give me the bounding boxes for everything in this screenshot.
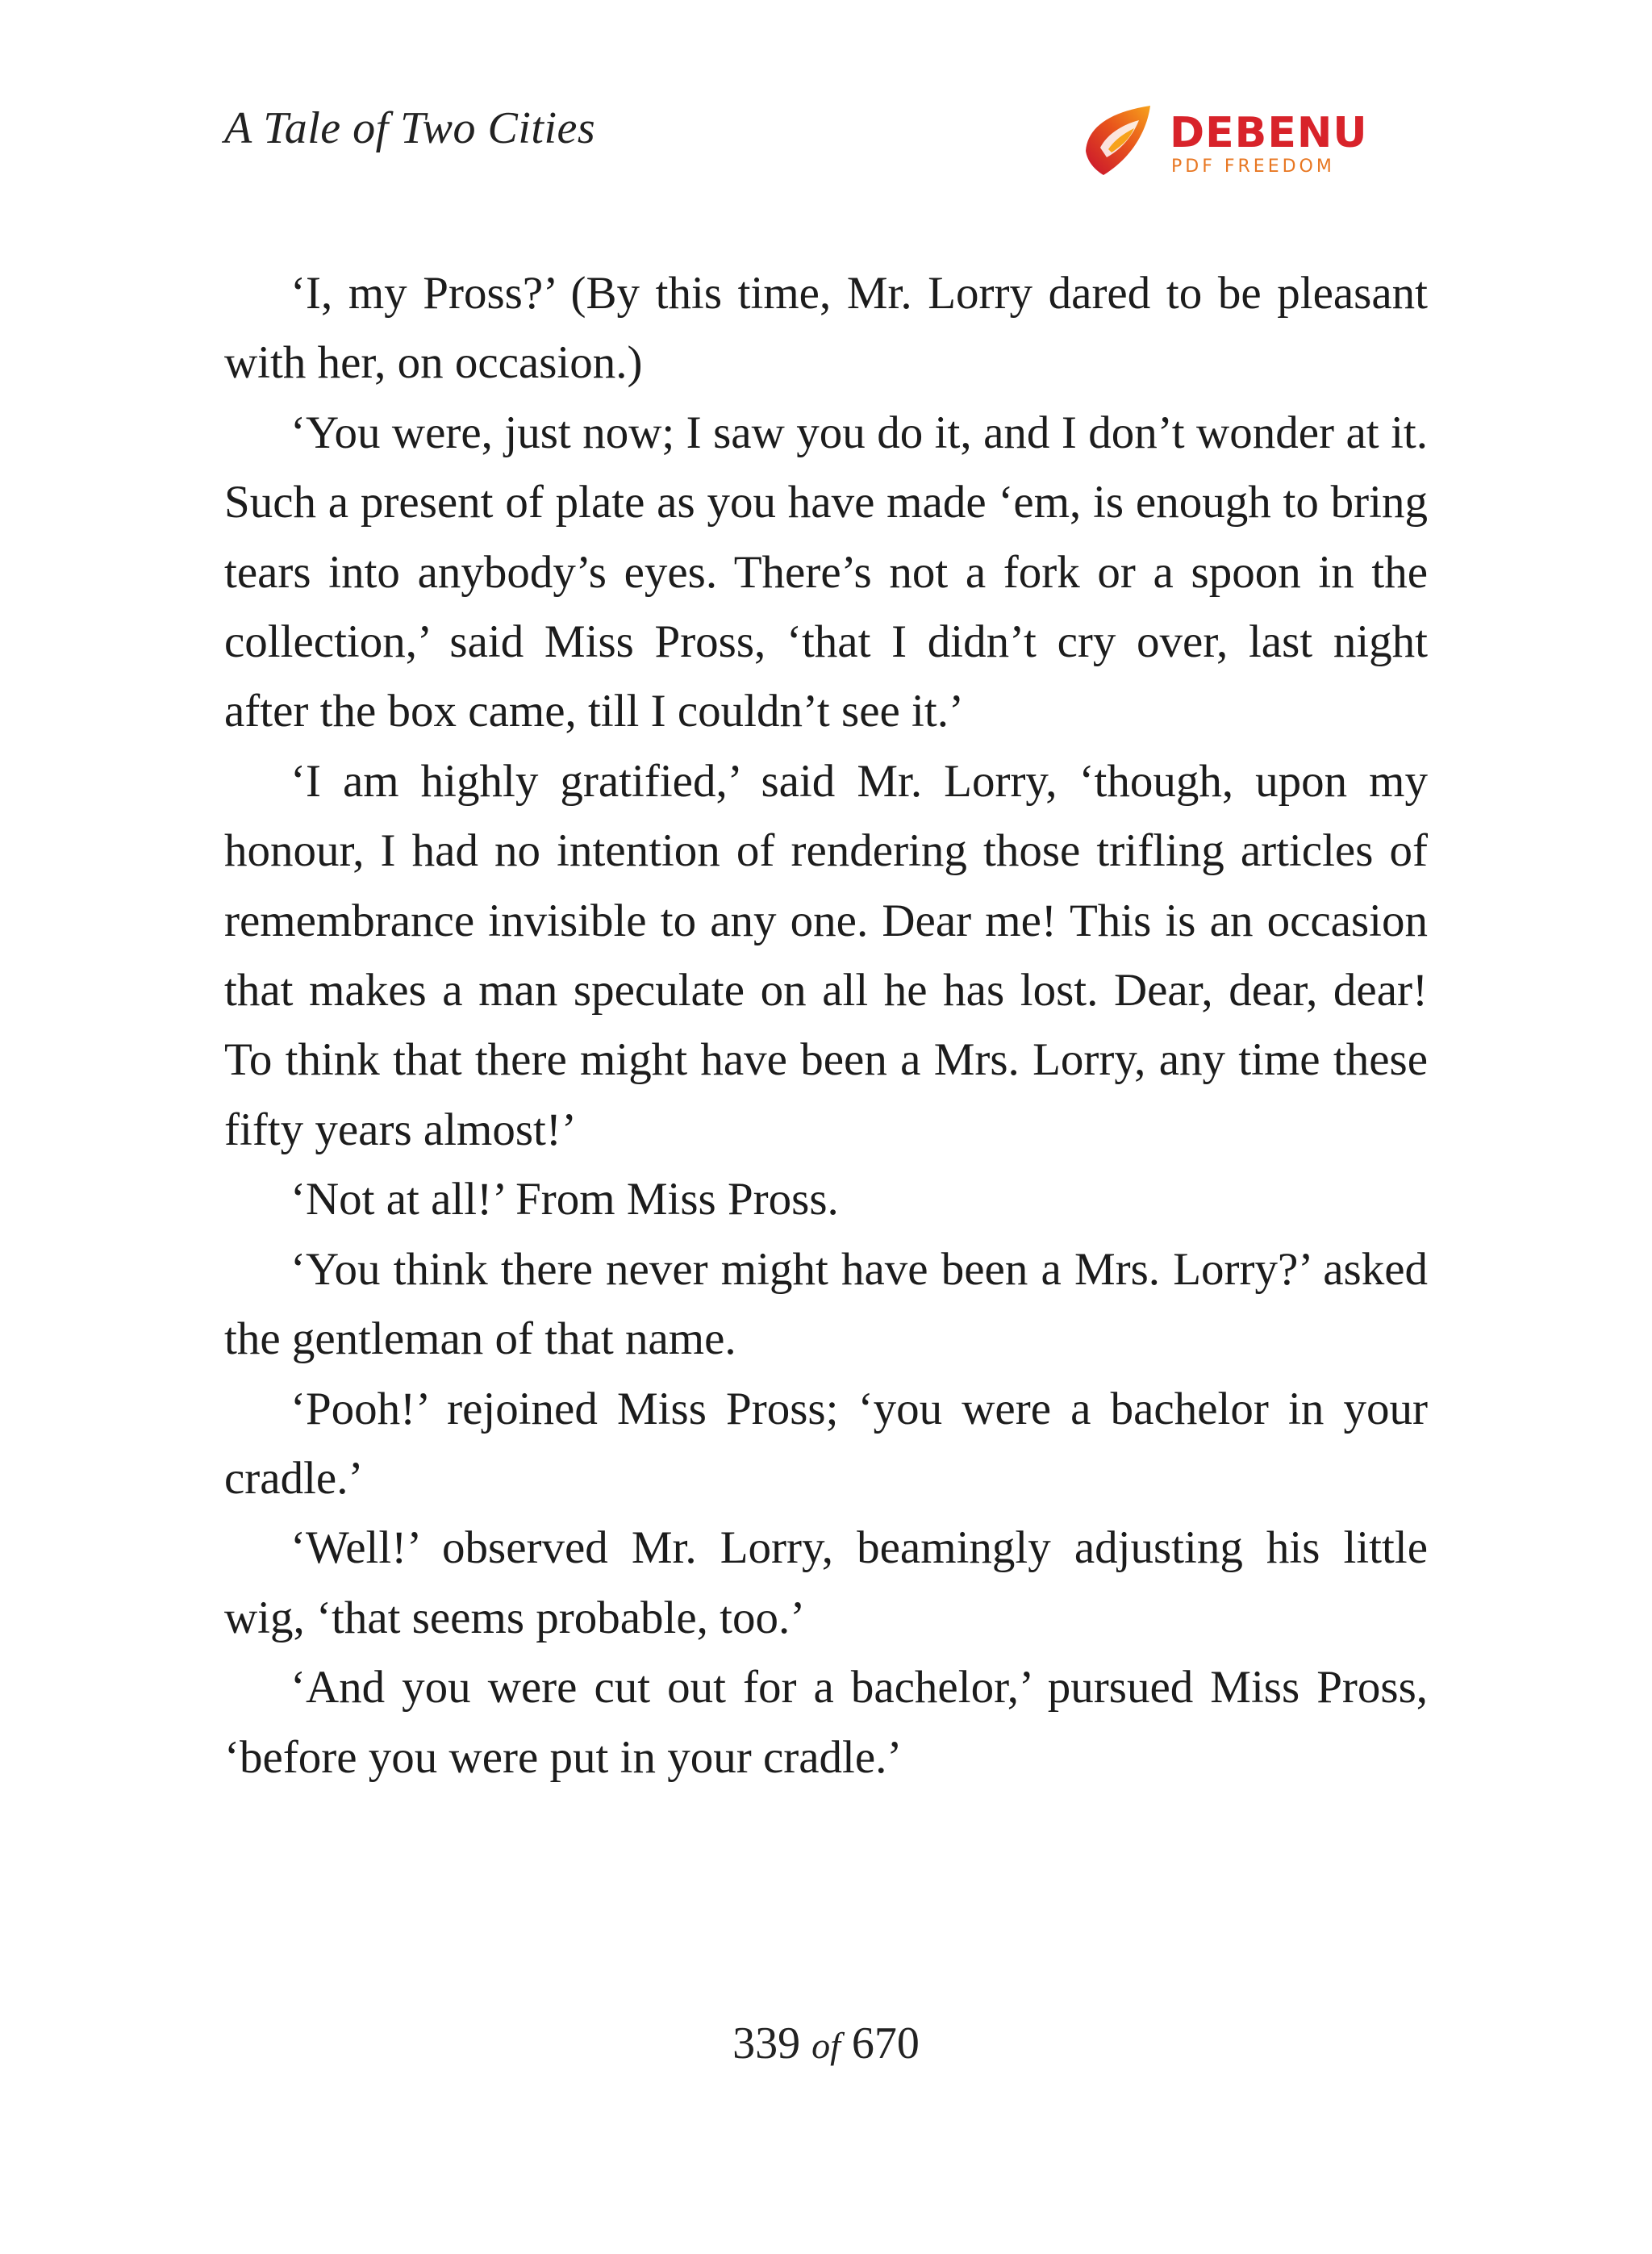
total-pages: 670: [851, 2018, 920, 2068]
paragraph: ‘Well!’ observed Mr. Lorry, beamingly adjusting his little wig, ‘that seems probable, too.’: [224, 1522, 1428, 1643]
flame-logo-icon: [1079, 101, 1168, 190]
paragraph: ‘I, my Pross?’ (By this time, Mr. Lorry dared to be pleasant with her, on occasion.): [224, 268, 1428, 389]
logo-wordmark: DEBENU: [1170, 109, 1368, 157]
paragraph: ‘You think there never might have been a Mrs. Lorry?’ asked the gentleman of that name.: [224, 1243, 1428, 1365]
paragraph: ‘Pooh!’ rejoined Miss Pross; ‘you were a bachelor in your cradle.’: [224, 1383, 1428, 1504]
paragraph: ‘I am highly gratified,’ said Mr. Lorry, ‘though, upon my honour, I had no intention of rendering those trifling articles of remembrance invisible to any one. Dear me! This is an occasion that makes a man speculate on all he has lost. Dear, dear, dear! To think that there might have been a Mrs. Lorry, any time these fifty years almost!’: [224, 755, 1428, 1155]
page-body: [224, 259, 1428, 1793]
page-header: [224, 101, 1428, 198]
page-of-label: of: [811, 2025, 841, 2066]
paragraph: ‘And you were cut out for a bachelor,’ pursued Miss Pross, ‘before you were put in your cradle.’: [224, 1662, 1428, 1783]
page-number: [0, 2018, 1652, 2068]
paragraph: ‘Not at all!’ From Miss Pross.: [290, 1174, 839, 1225]
logo-tagline: PDF FREEDOM: [1171, 157, 1335, 177]
debenu-logo: [1079, 101, 1368, 190]
paragraph: ‘You were, just now; I saw you do it, and I don’t wonder at it. Such a present of plate as you have made ‘em, is enough to bring tears into anybody’s eyes. There’s not a fork or a spoon in the collection,’ said Miss Pross, ‘that I didn’t cry over, last night after the box came, till I couldn’t see it.’: [224, 407, 1428, 737]
current-page: 339: [732, 2018, 801, 2068]
book-title: A Tale of Two Cities: [224, 103, 596, 153]
